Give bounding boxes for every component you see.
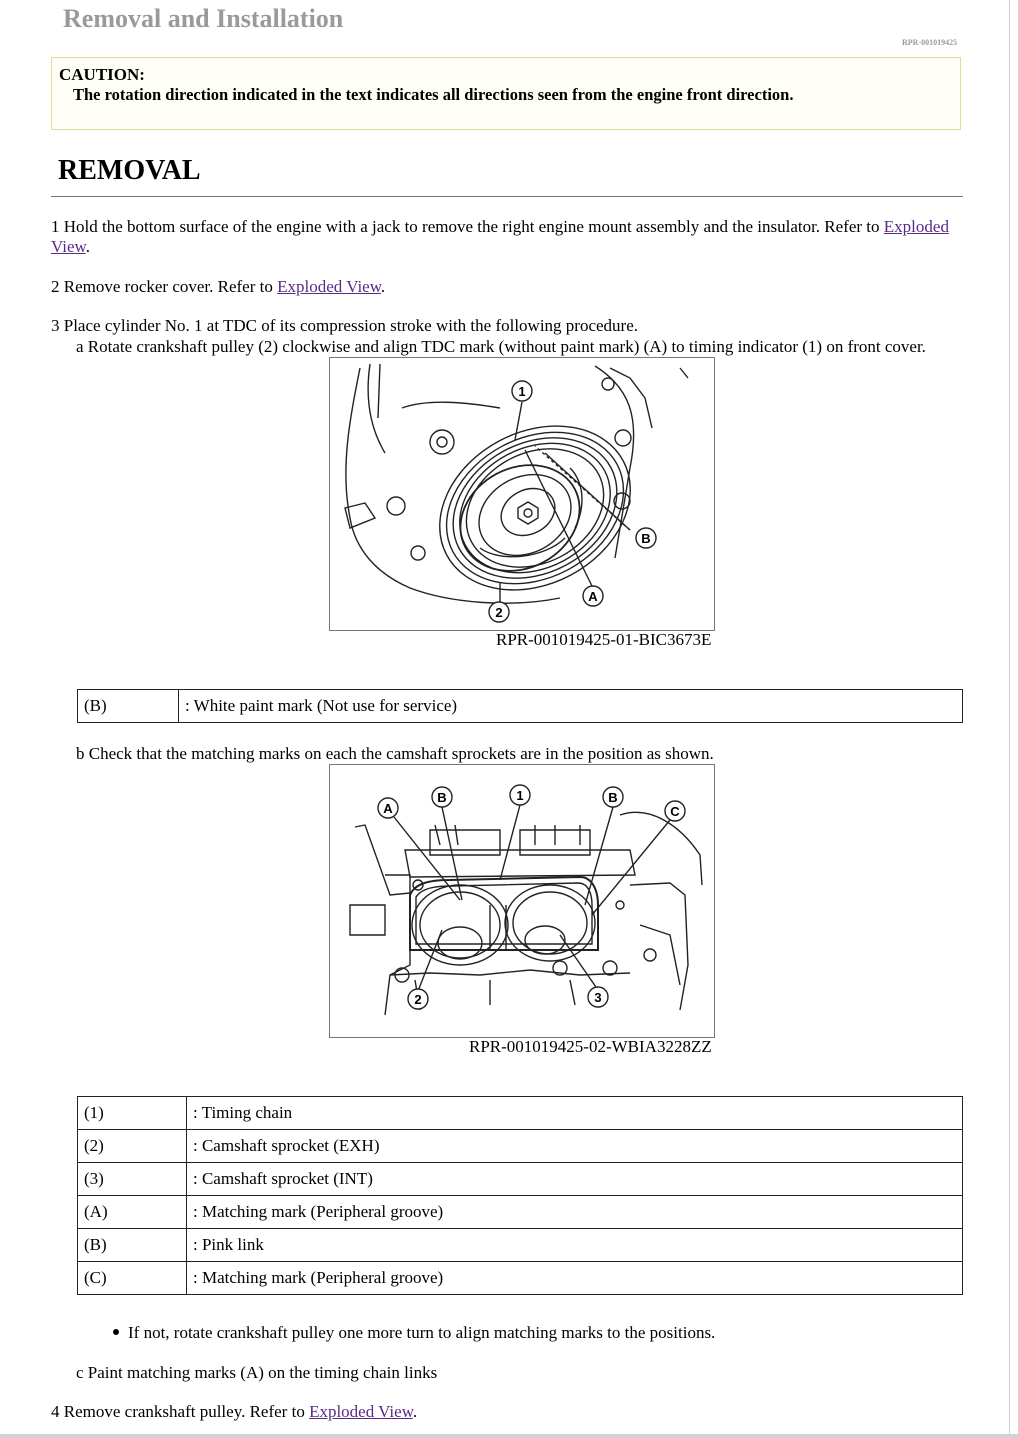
callout-a: A	[588, 589, 598, 604]
figure-1-caption: RPR-001019425-01-BIC3673E	[496, 630, 712, 649]
legend-row	[78, 690, 963, 723]
step-4	[51, 1402, 417, 1422]
legend-row	[78, 1196, 963, 1229]
page-edge-bottom	[0, 1434, 1018, 1438]
callout-c: C	[670, 804, 680, 819]
caution-text: The rotation direction indicated in the text indicates all directions seen from the engine front direction.	[73, 85, 794, 104]
legend-key: (B)	[78, 1229, 187, 1262]
step-3: 3 Place cylinder No. 1 at TDC of its compression stroke with the following procedure.	[51, 316, 639, 335]
callout-b-right: B	[608, 790, 618, 805]
legend-key: (1)	[78, 1097, 187, 1130]
legend-row	[78, 1097, 963, 1130]
legend-key: (3)	[78, 1163, 187, 1196]
step-2-link-exploded-view[interactable]: Exploded View	[277, 277, 381, 296]
step-4-text: 4 Remove crankshaft pulley. Refer to	[51, 1402, 310, 1421]
legend-row	[78, 1130, 963, 1163]
callout-1: 1	[518, 384, 526, 399]
legend-row	[78, 1262, 963, 1295]
bullet-text: If not, rotate crankshaft pulley one more turn to align matching marks to the positions.	[128, 1323, 716, 1342]
legend-description: : Camshaft sprocket (EXH)	[187, 1130, 963, 1163]
step-1-period: .	[85, 237, 90, 256]
callout-1: 1	[516, 788, 524, 803]
step-2-period: .	[380, 277, 386, 296]
callout-2: 2	[495, 605, 503, 620]
section-heading-removal: REMOVAL	[58, 155, 201, 186]
caution-box	[51, 57, 961, 130]
legend-description: : White paint mark (Not use for service)	[179, 690, 963, 723]
crankshaft-pulley-drawing	[330, 358, 714, 630]
bullet-dot	[113, 1329, 119, 1335]
step-4-period: .	[412, 1402, 418, 1421]
document-id: RPR-001019425	[902, 38, 958, 47]
step-3a: a Rotate crankshaft pulley (2) clockwise and align TDC mark (without paint mark) (A) to timing indicator (1) on front cover.	[76, 337, 926, 356]
legend-key: (2)	[78, 1130, 187, 1163]
legend-description: : Matching mark (Peripheral groove)	[187, 1196, 963, 1229]
legend-description: : Timing chain	[187, 1097, 963, 1130]
callout-b: B	[641, 531, 651, 546]
step-1-text: 1 Hold the bottom surface of the engine with a jack to remove the right engine mount assembly and the insulator. Refer to	[51, 217, 884, 236]
section-divider	[51, 196, 963, 197]
caution-label: CAUTION:	[59, 65, 145, 84]
figure-2-caption: RPR-001019425-02-WBIA3228ZZ	[469, 1037, 712, 1056]
step-3c: c Paint matching marks (A) on the timing chain links	[76, 1363, 438, 1382]
legend-row	[78, 1163, 963, 1196]
legend-description: : Matching mark (Peripheral groove)	[187, 1262, 963, 1295]
figure-camshaft-sprockets	[329, 764, 715, 1038]
figure-crankshaft-pulley	[329, 357, 715, 631]
legend-key: (C)	[78, 1262, 187, 1295]
page-title: Removal and Installation	[63, 4, 344, 33]
callout-2: 2	[414, 992, 422, 1007]
step-3b: b Check that the matching marks on each the camshaft sprockets are in the position as shown.	[76, 744, 714, 763]
legend-table-1	[77, 689, 963, 723]
legend-key: (B)	[78, 690, 179, 723]
legend-row	[78, 1229, 963, 1262]
legend-table-2	[77, 1096, 963, 1295]
callout-a: A	[383, 801, 393, 816]
step-4-link-exploded-view[interactable]: Exploded View	[309, 1402, 413, 1421]
step-1	[51, 217, 949, 257]
callout-3: 3	[594, 990, 602, 1005]
legend-description: : Camshaft sprocket (INT)	[187, 1163, 963, 1196]
step-1-link-exploded[interactable]: Exploded	[883, 217, 949, 236]
step-2	[51, 277, 385, 297]
page-edge-right	[1009, 0, 1010, 1438]
legend-key: (A)	[78, 1196, 187, 1229]
legend-description: : Pink link	[187, 1229, 963, 1262]
camshaft-sprockets-drawing	[330, 765, 714, 1037]
callout-b-left: B	[437, 790, 447, 805]
step-2-text: 2 Remove rocker cover. Refer to	[51, 277, 278, 296]
bullet-item	[113, 1323, 715, 1343]
step-1-link-view[interactable]: View	[51, 237, 86, 256]
